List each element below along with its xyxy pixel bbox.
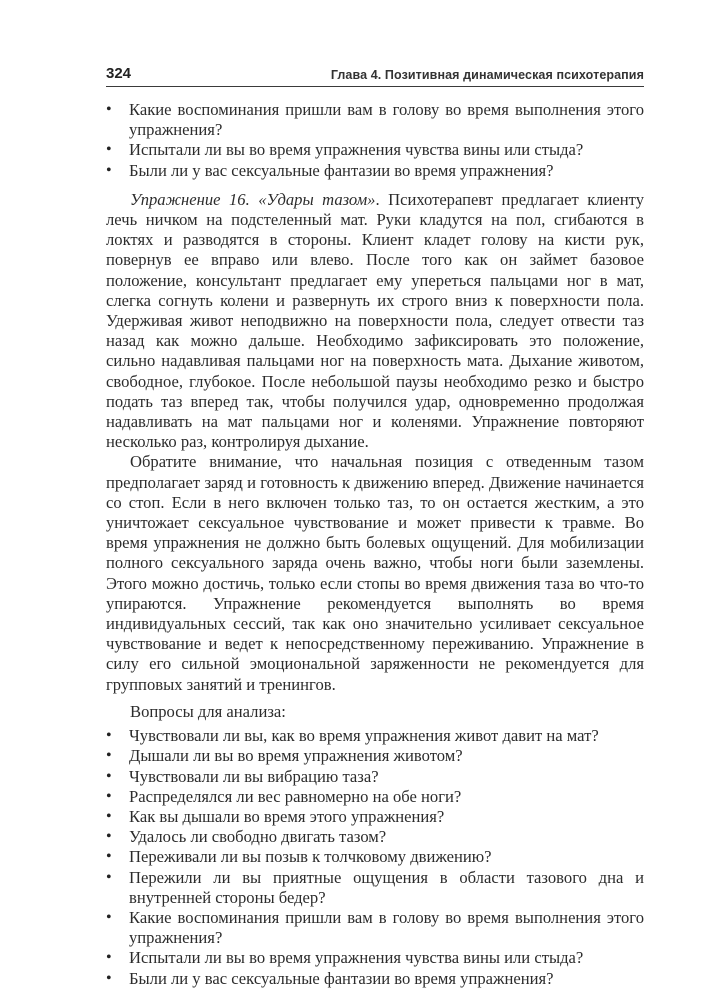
exercise-paragraph (106, 190, 644, 453)
top-question-list (106, 100, 644, 181)
list-item: • Распределялся ли вес равномерно на обе ноги? (106, 787, 644, 807)
list-item: • Удалось ли свободно двигать тазом? (106, 827, 644, 847)
list-item: • Переживали ли вы позыв к толчковому движению? (106, 847, 644, 867)
list-item: • Были ли у вас сексуальные фантазии во время упражнения? (106, 161, 644, 181)
list-item: • Пережили ли вы приятные ощущения в области тазового дна и внутренней стороны бедер? (106, 868, 644, 908)
page-header (106, 62, 644, 87)
exercise-title: Упражнение 16. «Удары тазом» (130, 189, 376, 209)
list-item: • Какие воспоминания пришли вам в голову во время выполнения этого упражнения? (106, 908, 644, 948)
book-page (106, 62, 644, 989)
questions-heading: Вопросы для анализа: (130, 701, 286, 721)
list-item: • Были ли у вас сексуальные фантазии во время упражнения? (106, 969, 644, 989)
list-item: • Чувствовали ли вы вибрацию таза? (106, 767, 644, 787)
exercise-text: . Психотерапевт предлагает клиенту лечь ничком на подстеленный мат. Руки кладутся на пол, сгибаются в локтях и разводятся в стороны. Клиент кладет голову на кисти рук, повернув ее вправо или влево. После того как он займет базовое положение, консультант предлагает ему упереться пальцами ног в мат, слегка согнуть колени и развернуть их строго вниз к поверхности пола. Удерживая живот неподвижно на поверхности пола, следует отвести таз назад как можно дальше. Необходимо зафиксировать это положение, сильно надавливая пальцами ног на поверхность мата. Дыхание животом, свободное, глубокое. После небольшой паузы необходимо резко и быстро подать таз вперед так, чтобы получился удар, одновременно продолжая надавливать на мат пальцами ног и коленями. Упражнение повторяют несколько раз, контролируя дыхание. (106, 189, 645, 452)
list-item: • Испытали ли вы во время упражнения чувства вины или стыда? (106, 140, 644, 160)
list-item: • Испытали ли вы во время упражнения чувства вины или стыда? (106, 948, 644, 968)
question-list (106, 726, 644, 989)
page-body (106, 100, 644, 989)
list-item: • Дышали ли вы во время упражнения животом? (106, 746, 644, 766)
list-item: • Как вы дышали во время этого упражнения? (106, 807, 644, 827)
note-paragraph: Обратите внимание, что начальная позиция с отведенным тазом предполагает заряд и готовность к движению вперед. Движение начинается со стоп. Если в него включен только таз, то он остается жестким, а это уничтожает сексуальное чувствование и может привести к травме. Во время упражнения не должно быть болевых ощущений. Для мобилизации полного сексуального заряда очень важно, чтобы ноги были заземлены. Этого можно достичь, только если стопы во время движения таза во что-то упираются. Упражнение рекомендуется выполнять во время индивидуальных сессий, так как оно значительно усиливает сексуальное чувствование и ведет к непосредственному переживанию. Упражнение в силу его сильной эмоциональной заряженности не рекомендуется для групповых занятий и тренингов. (106, 452, 644, 694)
page-number: 324 (106, 65, 132, 82)
running-head: Глава 4. Позитивная динамическая психотерапия (330, 68, 644, 82)
list-item: • Какие воспоминания пришли вам в голову во время выполнения этого упражнения? (106, 100, 644, 140)
list-item: • Чувствовали ли вы, как во время упражнения живот давит на мат? (106, 726, 644, 746)
